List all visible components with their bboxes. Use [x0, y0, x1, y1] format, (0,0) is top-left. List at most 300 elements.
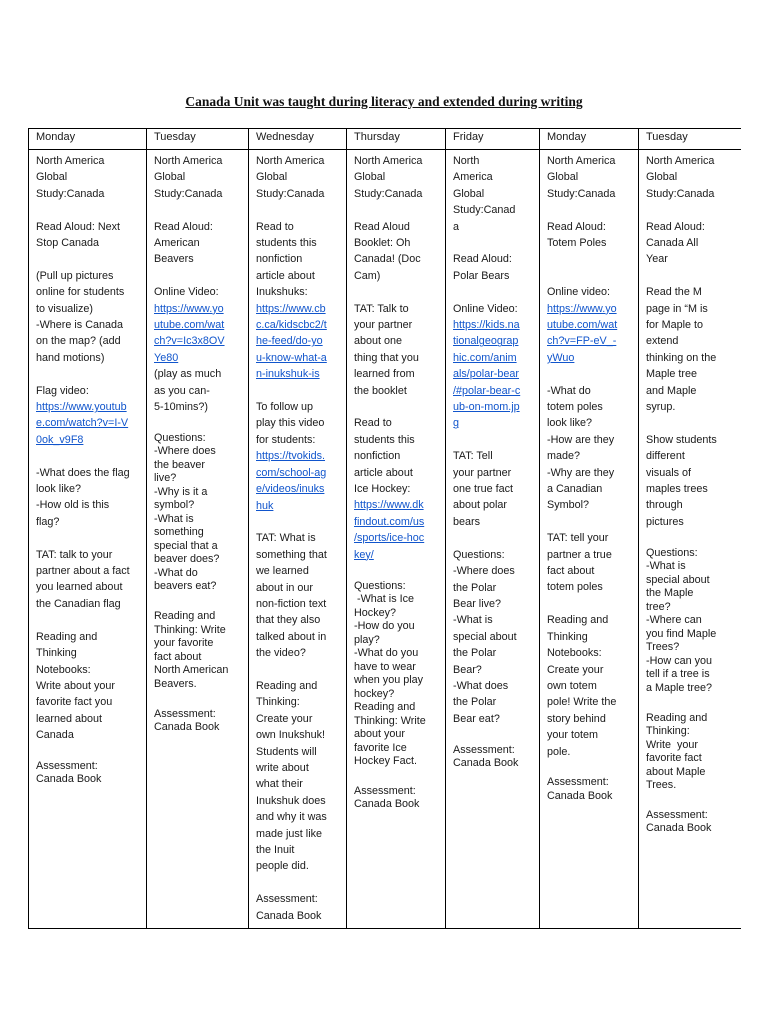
- cell-text: American: [154, 237, 200, 250]
- cell-spacer: [646, 695, 735, 711]
- cell-text: Global: [354, 171, 386, 184]
- cell-text: through: [646, 499, 683, 512]
- video-link[interactable]: key/: [354, 548, 374, 561]
- cell-text: learned from: [354, 368, 415, 381]
- cell-text: thinking on the: [646, 351, 717, 364]
- cell-text: about polar: [453, 499, 508, 512]
- cell-text: -Where does: [453, 565, 515, 578]
- cell-text: Study:Canada: [256, 187, 325, 200]
- cell-text: the Inuit: [256, 844, 295, 856]
- cell-text: -What do: [154, 566, 198, 579]
- cell-text: -How can you: [646, 654, 713, 667]
- video-link[interactable]: https://www.yo: [154, 302, 224, 315]
- cell-text: pictures: [646, 515, 684, 528]
- cell-text: students this: [256, 237, 317, 250]
- day-header: Wednesday: [249, 129, 347, 150]
- cell-text: own Inukshuk!: [256, 729, 326, 742]
- cell-text: favorite fact you: [36, 696, 113, 709]
- cell-text: -Where is Canada: [36, 319, 124, 332]
- video-link[interactable]: Ye80: [154, 351, 179, 364]
- cell-text: -What do: [547, 384, 591, 397]
- cell-text: Study:Canada: [36, 187, 105, 200]
- cell-text: about your: [354, 728, 406, 740]
- cell-text: partner a true: [547, 548, 612, 561]
- cell-text: beavers eat?: [154, 580, 217, 593]
- cell-text: Study:Canada: [354, 187, 423, 200]
- lesson-cell: [147, 150, 249, 929]
- day-header: Tuesday: [639, 129, 741, 150]
- cell-text: a: [453, 220, 460, 233]
- cell-text: Study:Canada: [547, 187, 616, 200]
- video-link[interactable]: https://www.dk: [354, 499, 424, 512]
- cell-spacer: [646, 530, 735, 546]
- cell-text: -How are they: [547, 433, 615, 446]
- cell-spacer: [154, 691, 242, 707]
- cell-text: hand motions): [36, 351, 105, 364]
- cell-spacer: [547, 366, 632, 382]
- cell-text: North America: [354, 155, 423, 167]
- lesson-cell: [249, 150, 347, 929]
- cell-spacer: [154, 415, 242, 431]
- cell-spacer: [646, 415, 735, 431]
- cell-spacer: [256, 514, 340, 530]
- cell-text: look like?: [36, 483, 82, 496]
- cell-spacer: [547, 268, 632, 284]
- video-link[interactable]: c.ca/kidscbc2/t: [256, 319, 327, 332]
- cell-spacer: [453, 530, 533, 546]
- cell-spacer: [36, 366, 140, 382]
- cell-text: the Polar: [453, 647, 497, 660]
- cell-text: Canada: [36, 729, 74, 742]
- video-link[interactable]: hic.com/anim: [453, 351, 517, 364]
- cell-text: Canada Book: [354, 798, 420, 811]
- cell-spacer: [453, 235, 533, 251]
- cell-spacer: [646, 793, 735, 809]
- cell-text: visuals of: [646, 466, 692, 479]
- video-link[interactable]: https://tvokids.: [256, 450, 326, 463]
- cell-text: one true fact: [453, 483, 514, 496]
- video-link[interactable]: https://www.youtub: [36, 401, 127, 414]
- cell-text: special about: [453, 630, 517, 643]
- cell-text: and why it was: [256, 811, 327, 824]
- cell-text: (Pull up pictures: [36, 269, 114, 282]
- cell-spacer: [36, 202, 140, 218]
- cell-text: North America: [256, 155, 325, 167]
- video-link[interactable]: https://kids.na: [453, 319, 520, 332]
- video-link[interactable]: tionalgeograp: [453, 335, 519, 348]
- cell-spacer: [453, 432, 533, 448]
- cell-text: nonfiction: [354, 450, 401, 463]
- cell-spacer: [547, 760, 632, 776]
- cell-text: Study:Canad: [453, 204, 516, 217]
- cell-text: to visualize): [36, 302, 94, 315]
- video-link[interactable]: e.com/watch?v=I-V: [36, 417, 129, 430]
- cell-text: Notebooks:: [547, 647, 602, 660]
- cell-text: Read Aloud: Next: [36, 220, 121, 233]
- cell-text: (play as much: [154, 368, 222, 381]
- cell-text: Beavers.: [154, 677, 197, 690]
- cell-text: people did.: [256, 860, 309, 873]
- cell-spacer: [36, 612, 140, 628]
- cell-text: beaver does?: [154, 553, 220, 566]
- cell-text: Read to: [354, 417, 392, 430]
- cell-text: your totem: [547, 729, 599, 742]
- cell-spacer: [354, 284, 439, 300]
- cell-text: TAT: tell your: [547, 532, 609, 545]
- cell-text: Totem Poles: [547, 237, 607, 250]
- cell-text: maples trees: [646, 483, 708, 496]
- table-header-row: [29, 129, 741, 150]
- cell-text: TAT: talk to your: [36, 548, 113, 561]
- cell-spacer: [547, 514, 632, 530]
- cell-text: totem poles: [547, 401, 603, 414]
- cell-text: Canada Book: [154, 721, 220, 734]
- cell-spacer: [36, 448, 140, 464]
- cell-text: page in “M is: [646, 302, 708, 315]
- day-header: Thursday: [347, 129, 446, 150]
- video-link[interactable]: u-know-what-a: [256, 351, 327, 364]
- cell-text: tree?: [646, 600, 671, 613]
- cell-text: story behind: [547, 712, 606, 725]
- cell-text: Questions:: [453, 548, 505, 561]
- video-link[interactable]: ch?v=Ic3x8OV: [154, 335, 225, 348]
- cell-spacer: [256, 875, 340, 891]
- cell-text: have to wear: [354, 660, 416, 673]
- cell-text: North America: [154, 155, 223, 167]
- cell-text: Symbol?: [547, 499, 590, 512]
- cell-text: Cam): [354, 269, 381, 282]
- cell-text: something: [154, 526, 204, 539]
- cell-text: Read the M: [646, 286, 702, 299]
- cell-text: Reading and: [36, 630, 98, 643]
- cell-text: when you play: [354, 674, 424, 686]
- cell-text: -What is: [646, 560, 686, 573]
- cell-text: Thinking:: [256, 696, 300, 709]
- cell-text: bears: [453, 515, 481, 528]
- cell-text: Reading and: [154, 610, 216, 623]
- cell-text: a Maple tree?: [646, 681, 713, 694]
- video-link[interactable]: ch?v=FP-eV_-: [547, 335, 617, 348]
- cell-text: Create your: [256, 712, 313, 725]
- cell-text: you learned about: [36, 581, 123, 594]
- cell-spacer: [354, 563, 439, 579]
- cell-text: -What is Ice: [354, 593, 414, 605]
- cell-text: what their: [256, 778, 303, 791]
- cell-text: for Maple to: [646, 319, 704, 332]
- cell-text: North American: [154, 664, 229, 677]
- cell-text: Thinking: Write: [354, 714, 426, 727]
- cell-text: -What do you: [354, 647, 419, 659]
- cell-text: Reading and: [256, 679, 318, 692]
- cell-text: Canada All: [646, 237, 699, 250]
- cell-text: Ice Hockey:: [354, 483, 411, 496]
- cell-text: fact about: [547, 565, 595, 578]
- cell-text: Read Aloud: [354, 220, 410, 233]
- video-link[interactable]: n-inukshuk-is: [256, 368, 320, 381]
- cell-text: Canada Book: [36, 773, 102, 786]
- cell-text: as you can-: [154, 384, 210, 397]
- cell-text: Study:Canada: [646, 187, 715, 200]
- cell-text: totem poles: [547, 581, 603, 594]
- cell-text: Polar Bears: [453, 269, 510, 282]
- cell-text: made just like: [256, 827, 323, 840]
- cell-text: special about: [646, 573, 710, 586]
- cell-text: Assessment:: [646, 808, 708, 821]
- cell-text: we learned: [256, 565, 309, 578]
- cell-text: Canada Book: [646, 822, 712, 835]
- cell-text: Thinking: [547, 630, 588, 643]
- cell-text: the Maple: [646, 587, 694, 600]
- lesson-plan-table: [28, 128, 741, 929]
- cell-text: Hockey Fact.: [354, 755, 417, 767]
- cell-spacer: [256, 202, 340, 218]
- cell-text: non-fiction text: [256, 597, 327, 610]
- cell-text: syrup.: [646, 401, 676, 414]
- cell-text: thing that you: [354, 351, 419, 364]
- cell-text: flag?: [36, 515, 60, 528]
- cell-text: Global: [646, 171, 678, 184]
- cell-text: North America: [547, 155, 616, 167]
- cell-text: -Why is it a: [154, 485, 208, 498]
- cell-text: Questions:: [154, 431, 206, 444]
- video-link[interactable]: 0ok_v9F8: [36, 433, 84, 446]
- cell-text: -What does the flag: [36, 466, 130, 479]
- cell-text: Questions:: [354, 579, 406, 592]
- cell-text: -What is: [154, 512, 194, 525]
- video-link[interactable]: utube.com/wat: [154, 319, 225, 332]
- cell-text: Booklet: Oh: [354, 237, 411, 250]
- cell-text: learned about: [36, 712, 103, 725]
- cell-text: Reading and: [354, 701, 416, 713]
- video-link[interactable]: yWuo: [547, 351, 575, 364]
- cell-text: own totem: [547, 679, 597, 692]
- video-link[interactable]: com/school-ag: [256, 466, 327, 479]
- cell-text: your favorite: [154, 637, 214, 650]
- cell-spacer: [646, 202, 735, 218]
- cell-text: Thinking: [36, 647, 77, 660]
- cell-spacer: [354, 399, 439, 415]
- cell-text: pole.: [547, 745, 571, 758]
- video-link[interactable]: /sports/ice-hoc: [354, 532, 425, 545]
- cell-text: Thinking: Write: [154, 623, 226, 636]
- cell-text: article about: [256, 269, 315, 282]
- cell-text: Global: [256, 171, 288, 184]
- cell-text: Assessment:: [354, 784, 416, 797]
- cell-text: -Why are they: [547, 466, 615, 479]
- cell-text: you find Maple: [646, 627, 717, 640]
- video-link[interactable]: utube.com/wat: [547, 319, 618, 332]
- cell-text: Reading and: [646, 711, 708, 724]
- cell-text: about Maple: [646, 765, 706, 778]
- cell-text: Trees?: [646, 641, 680, 654]
- cell-text: a Canadian: [547, 483, 603, 496]
- cell-spacer: [547, 251, 632, 267]
- video-link[interactable]: findout.com/us: [354, 515, 425, 528]
- cell-text: the video?: [256, 647, 306, 660]
- cell-text: Study:Canada: [154, 187, 223, 200]
- cell-text: Questions:: [646, 546, 698, 559]
- lesson-cell: [347, 150, 446, 929]
- cell-text: Online video:: [547, 286, 611, 299]
- cell-text: Inukshuk does: [256, 794, 326, 807]
- cell-text: Stop Canada: [36, 237, 100, 250]
- cell-text: Year: [646, 253, 668, 266]
- cell-text: Create your: [547, 663, 604, 676]
- cell-text: Bear eat?: [453, 712, 500, 725]
- cell-text: article about: [354, 466, 413, 479]
- video-link[interactable]: https://www.cb: [256, 302, 326, 315]
- cell-text: Read Aloud:: [646, 220, 705, 233]
- cell-text: Inukshuks:: [256, 286, 308, 299]
- cell-text: Canada Book: [453, 757, 519, 770]
- lesson-cell: [540, 150, 639, 929]
- cell-text: -Where does: [154, 445, 216, 458]
- cell-text: Write your: [646, 738, 698, 751]
- cell-spacer: [36, 530, 140, 546]
- cell-text: TAT: What is: [256, 532, 316, 545]
- day-header: Monday: [29, 129, 147, 150]
- cell-spacer: [154, 202, 242, 218]
- cell-text: play this video: [256, 417, 325, 430]
- cell-text: the Polar: [453, 696, 497, 709]
- cell-text: the booklet: [354, 384, 407, 397]
- cell-spacer: [547, 202, 632, 218]
- cell-text: Write about your: [36, 679, 116, 692]
- cell-text: fact about: [154, 650, 202, 663]
- cell-text: Trees.: [646, 779, 677, 792]
- cell-text: talked about in: [256, 630, 327, 643]
- cell-text: Online Video:: [453, 302, 518, 315]
- video-link[interactable]: als/polar-bear: [453, 368, 520, 381]
- cell-text: Reading and: [547, 614, 609, 627]
- lesson-cell: [29, 150, 147, 929]
- cell-text: on the map? (add: [36, 335, 121, 348]
- cell-text: pole! Write the: [547, 696, 617, 709]
- cell-text: write about: [256, 761, 309, 774]
- cell-text: Beavers: [154, 253, 194, 266]
- cell-text: TAT: Talk to: [354, 302, 409, 315]
- cell-spacer: [36, 744, 140, 760]
- cell-text: about in our: [256, 581, 314, 594]
- cell-text: -How old is this: [36, 499, 110, 512]
- cell-text: made?: [547, 450, 581, 463]
- cell-text: Maple tree: [646, 368, 698, 381]
- cell-text: look like?: [547, 417, 593, 430]
- cell-text: -Where can: [646, 614, 702, 627]
- cell-text: something that: [256, 548, 327, 561]
- cell-text: -What does: [453, 679, 509, 692]
- cell-text: Thinking:: [646, 725, 690, 738]
- cell-text: about one: [354, 335, 403, 348]
- cell-text: America: [453, 171, 493, 184]
- cell-text: -How do you: [354, 620, 415, 632]
- cell-text: -What is: [453, 614, 493, 627]
- day-header: Monday: [540, 129, 639, 150]
- cell-text: Notebooks:: [36, 663, 91, 676]
- cell-text: Read Aloud:: [547, 220, 606, 233]
- cell-text: the Canadian flag: [36, 597, 121, 610]
- lesson-cell: [639, 150, 741, 929]
- cell-spacer: [36, 251, 140, 267]
- cell-text: Read Aloud:: [453, 253, 512, 266]
- cell-text: Global: [36, 171, 68, 184]
- cell-spacer: [354, 769, 439, 785]
- cell-text: Read to: [256, 220, 294, 233]
- cell-text: Global: [547, 171, 579, 184]
- cell-text: different: [646, 450, 685, 463]
- cell-text: students this: [354, 433, 415, 446]
- cell-text: North America: [36, 155, 105, 167]
- cell-text: Show students: [646, 433, 717, 446]
- cell-text: 5-10mins?): [154, 401, 209, 414]
- cell-text: live?: [154, 472, 177, 485]
- video-link[interactable]: he-feed/do-yo: [256, 335, 323, 348]
- cell-text: TAT: Tell: [453, 450, 493, 463]
- cell-text: Read Aloud:: [154, 220, 213, 233]
- video-link[interactable]: https://www.yo: [547, 302, 617, 315]
- cell-text: favorite fact: [646, 752, 702, 765]
- page-title: Canada Unit was taught during literacy and extended during writing: [185, 94, 583, 109]
- lesson-cell: [446, 150, 540, 929]
- video-link[interactable]: /#polar-bear-c: [453, 384, 521, 397]
- cell-text: Canada Book: [256, 909, 322, 922]
- cell-spacer: [453, 727, 533, 743]
- video-link[interactable]: ub-on-mom.jp: [453, 401, 520, 414]
- cell-text: Online Video:: [154, 286, 219, 299]
- cell-text: Canada! (Doc: [354, 253, 421, 266]
- cell-text: Global: [154, 171, 186, 184]
- cell-text: the beaver: [154, 458, 206, 471]
- cell-text: partner about a fact: [36, 565, 130, 578]
- cell-text: play?: [354, 633, 380, 646]
- cell-text: Hockey?: [354, 606, 397, 619]
- cell-text: special that a: [154, 539, 218, 552]
- cell-text: that they also: [256, 614, 321, 627]
- cell-spacer: [154, 268, 242, 284]
- cell-text: Students will: [256, 745, 317, 758]
- cell-text: Assessment:: [36, 759, 98, 772]
- cell-text: Canada Book: [547, 789, 613, 802]
- video-link[interactable]: e/videos/inuks: [256, 483, 325, 496]
- video-link[interactable]: g: [453, 417, 460, 430]
- cell-text: favorite Ice: [354, 741, 407, 754]
- cell-text: symbol?: [154, 499, 195, 512]
- cell-text: North: [453, 155, 480, 167]
- cell-text: Flag video:: [36, 384, 89, 397]
- cell-spacer: [453, 284, 533, 300]
- cell-text: tell if a tree is: [646, 668, 710, 681]
- cell-text: To follow up: [256, 401, 314, 414]
- cell-spacer: [646, 268, 735, 284]
- cell-text: nonfiction: [256, 253, 303, 266]
- cell-spacer: [256, 383, 340, 399]
- table-row: [29, 150, 741, 929]
- cell-spacer: [154, 594, 242, 610]
- cell-text: your partner: [453, 466, 512, 479]
- cell-text: Bear live?: [453, 597, 502, 610]
- video-link[interactable]: huk: [256, 499, 274, 512]
- cell-text: Assessment:: [154, 707, 216, 720]
- cell-spacer: [547, 596, 632, 612]
- cell-text: extend: [646, 335, 679, 348]
- cell-text: for students:: [256, 433, 316, 446]
- day-header: Tuesday: [147, 129, 249, 150]
- cell-text: hockey?: [354, 687, 395, 700]
- cell-text: your partner: [354, 319, 413, 332]
- cell-text: Bear?: [453, 663, 482, 676]
- cell-text: North America: [646, 155, 715, 167]
- cell-text: and Maple: [646, 384, 697, 397]
